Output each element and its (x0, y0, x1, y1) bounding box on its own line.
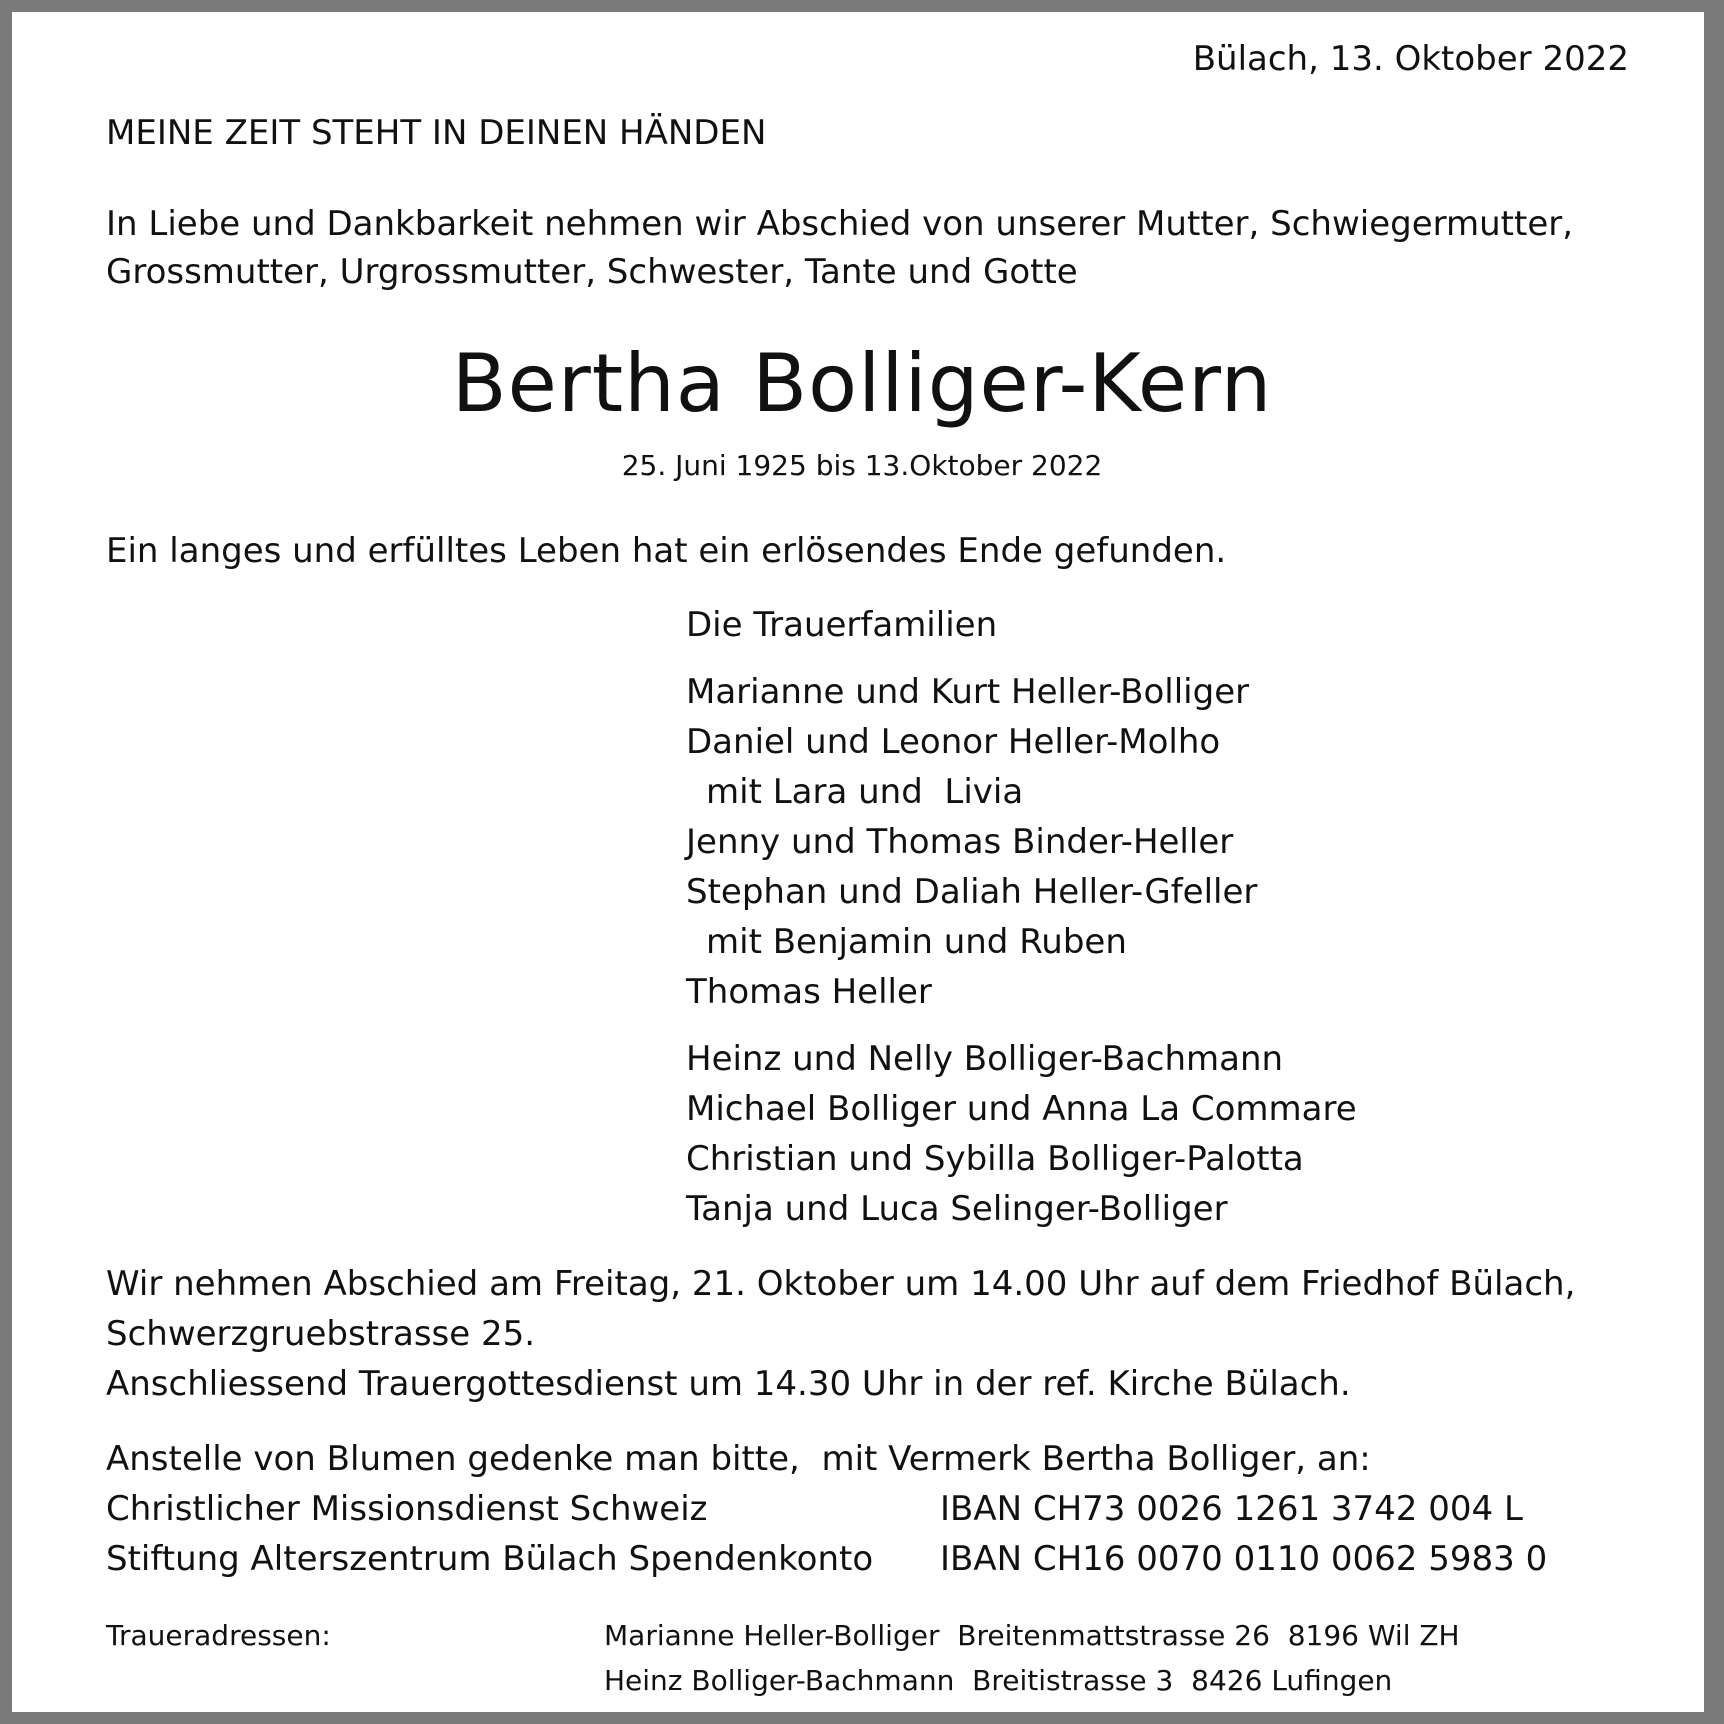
family-member: mit Benjamin und Ruben (706, 922, 1127, 962)
intro-line-2: Grossmutter, Urgrossmutter, Schwester, Tante und Gotte (106, 252, 1078, 292)
family-member: Thomas Heller (686, 972, 932, 1012)
family-member: Tanja und Luca Selinger-Bolliger (686, 1189, 1228, 1229)
date-line: Bülach, 13. Oktober 2022 (1192, 39, 1629, 79)
family-member: Daniel und Leonor Heller-Molho (686, 722, 1221, 762)
ceremony-line-3: Anschliessend Trauergottesdienst um 14.30 Uhr in der ref. Kirche Bülach. (106, 1364, 1351, 1404)
statement: Ein langes und erfülltes Leben hat ein erlösendes Ende gefunden. (106, 531, 1227, 571)
family-member: Heinz und Nelly Bolliger-Bachmann (686, 1039, 1284, 1079)
ceremony-line-1: Wir nehmen Abschied am Freitag, 21. Oktober um 14.00 Uhr auf dem Friedhof Bülach, (106, 1264, 1576, 1304)
family-member: Stephan und Daliah Heller-Gfeller (686, 872, 1258, 912)
donation-account-iban: IBAN CH73 0026 1261 3742 004 L (940, 1489, 1523, 1529)
family-member: Christian und Sybilla Bolliger-Palotta (686, 1139, 1304, 1179)
family-member: Jenny und Thomas Binder-Heller (686, 822, 1234, 862)
family-heading: Die Trauerfamilien (686, 605, 998, 645)
donation-account-iban: IBAN CH16 0070 0110 0062 5983 0 (940, 1539, 1548, 1579)
donation-account-name: Stiftung Alterszentrum Bülach Spendenkonto (106, 1539, 874, 1579)
family-member: Marianne und Kurt Heller-Bolliger (686, 672, 1250, 712)
donations-intro: Anstelle von Blumen gedenke man bitte, mit Vermerk Bertha Bolliger, an: (106, 1439, 1371, 1479)
family-member: mit Lara und Livia (706, 772, 1024, 812)
deceased-dates: 25. Juni 1925 bis 13.Oktober 2022 (621, 449, 1103, 482)
family-member: Michael Bolliger und Anna La Commare (686, 1089, 1357, 1129)
motto: MEINE ZEIT STEHT IN DEINEN HÄNDEN (106, 113, 767, 153)
obituary-page (12, 12, 1704, 1712)
address-entry: Marianne Heller-Bolliger Breitenmattstrasse 26 8196 Wil ZH (604, 1619, 1460, 1652)
address-entry: Heinz Bolliger-Bachmann Breitistrasse 3 8426 Lufingen (604, 1664, 1393, 1697)
ceremony-line-2: Schwerzgruebstrasse 25. (106, 1314, 536, 1354)
addresses-label: Traueradressen: (106, 1619, 331, 1652)
donation-account-name: Christlicher Missionsdienst Schweiz (106, 1489, 708, 1529)
intro-line-1: In Liebe und Dankbarkeit nehmen wir Abschied von unserer Mutter, Schwiegermutter, (106, 204, 1574, 244)
deceased-name: Bertha Bolliger-Kern (451, 337, 1273, 430)
